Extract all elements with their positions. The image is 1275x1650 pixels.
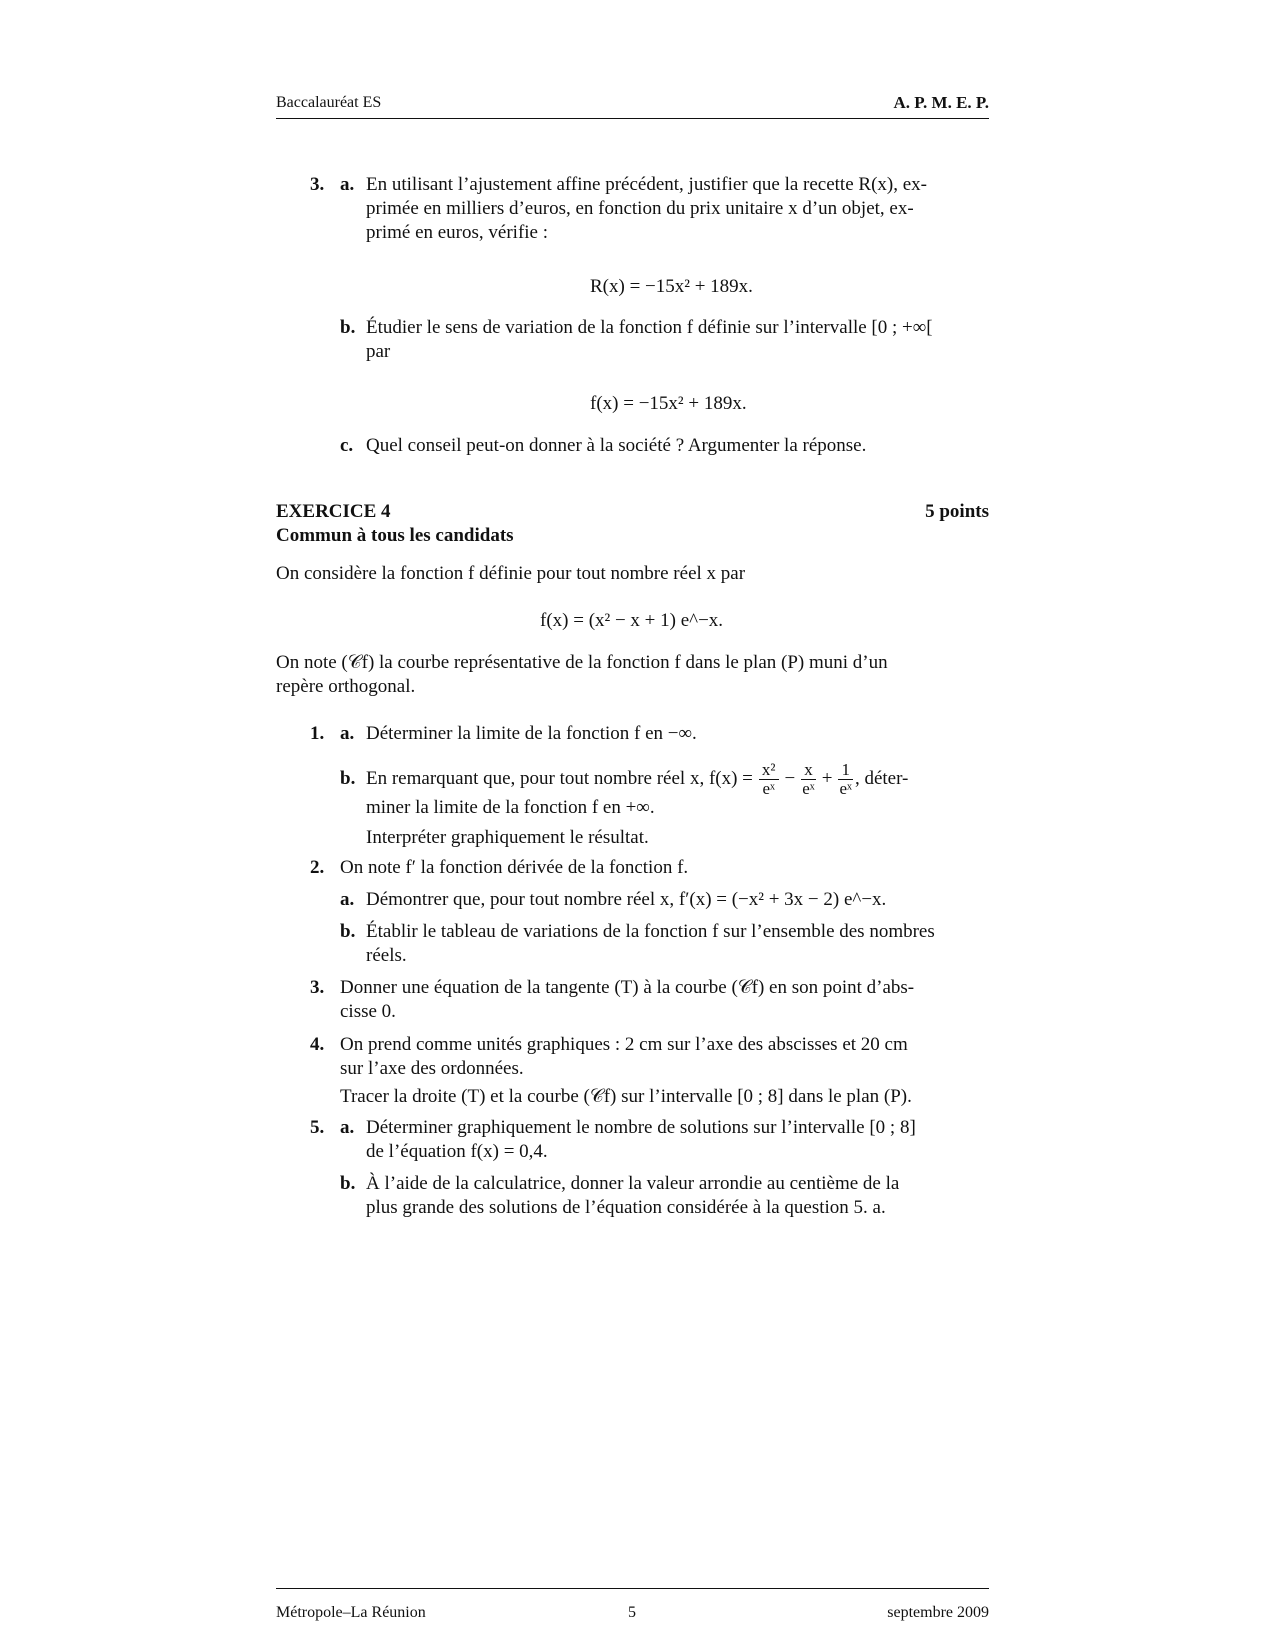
item4-line2: sur l’axe des ordonnées. (340, 1058, 524, 1079)
q3a-line3: primé en euros, vérifie : (366, 222, 549, 243)
header-left: Baccalauréat ES (276, 94, 382, 111)
item5a-label: a. (340, 1117, 355, 1138)
exercise-points: 5 points (925, 501, 989, 522)
item2b-label: b. (340, 921, 356, 942)
item3-line1: Donner une équation de la tangente (T) à la courbe (𝒞f) en son point d’abs- (340, 977, 915, 998)
operator-plus: + (821, 768, 833, 789)
operator-minus: − (784, 768, 796, 789)
item1b-start: En remarquant que, pour tout nombre réel x, f(x) = (366, 768, 753, 789)
exercise-intro: On considère la fonction f définie pour tout nombre réel x par (276, 563, 746, 584)
item5b-line2: plus grande des solutions de l’équation considérée à la question 5. a. (366, 1197, 886, 1218)
q3a-line2: primée en milliers d’euros, en fonction du prix unitaire x d’un objet, ex- (366, 198, 914, 219)
q3a-equation: R(x) = −15x² + 189x. (590, 276, 753, 297)
item2b-line2: réels. (366, 945, 407, 966)
q3a-line1: En utilisant l’ajustement affine précédent, justifier que la recette R(x), ex- (366, 174, 927, 195)
item2-text: On note f′ la fonction dérivée de la fonction f. (340, 857, 689, 878)
q3c-label: c. (340, 435, 354, 456)
exercise-note-line1: On note (𝒞f) la courbe représentative de la fonction f dans le plan (P) muni d’un (276, 652, 888, 673)
footer-left: Métropole–La Réunion (276, 1604, 426, 1621)
item1a-text: Déterminer la limite de la fonction f en −∞. (366, 723, 697, 744)
item5-number: 5. (310, 1117, 325, 1138)
exercise-equation: f(x) = (x² − x + 1) e^−x. (540, 610, 724, 631)
item1b-end: , déter- (854, 768, 909, 789)
header-right: A. P. M. E. P. (893, 93, 989, 112)
item5a-line2: de l’équation f(x) = 0,4. (366, 1141, 548, 1162)
item1b-line2: miner la limite de la fonction f en +∞. (366, 797, 655, 818)
q3b-label: b. (340, 317, 356, 338)
fraction-2 (801, 761, 816, 798)
item2-number: 2. (310, 857, 325, 878)
fraction-2-num: x (801, 761, 816, 780)
fraction-1-den: eˣ (762, 778, 775, 798)
q3b-equation: f(x) = −15x² + 189x. (590, 393, 747, 414)
fraction-2-den: eˣ (802, 778, 815, 798)
exercise-note-line2: repère orthogonal. (276, 676, 416, 697)
item3-number: 3. (310, 977, 325, 998)
item4-line3: Tracer la droite (T) et la courbe (𝒞f) sur l’intervalle [0 ; 8] dans le plan (P). (340, 1086, 912, 1107)
item4-line1: On prend comme unités graphiques : 2 cm sur l’axe des abscisses et 20 cm (340, 1034, 908, 1055)
q3a-label: a. (340, 174, 355, 195)
q3c-line1: Quel conseil peut-on donner à la société ? Argumenter la réponse. (366, 435, 867, 456)
item1-number: 1. (310, 723, 325, 744)
header-rule (276, 118, 989, 119)
exercise-subtitle: Commun à tous les candidats (276, 525, 514, 546)
item1b-line3: Interpréter graphiquement le résultat. (366, 827, 649, 848)
footer-page-number: 5 (628, 1604, 636, 1621)
exercise-title: EXERCICE 4 (276, 501, 391, 522)
fraction-3-num: 1 (838, 761, 853, 780)
q3b-line1: Étudier le sens de variation de la fonction f définie sur l’intervalle [0 ; +∞[ (366, 317, 933, 338)
q3b-line2: par (366, 341, 391, 362)
q3-number: 3. (310, 174, 325, 195)
item5b-line1: À l’aide de la calculatrice, donner la valeur arrondie au centième de la (366, 1173, 900, 1194)
item2a-label: a. (340, 889, 355, 910)
fraction-3 (838, 761, 853, 798)
footer-right: septembre 2009 (887, 1604, 989, 1621)
fraction-3-den: eˣ (839, 778, 852, 798)
item3-line2: cisse 0. (340, 1001, 396, 1022)
item1b-label: b. (340, 768, 356, 789)
item2b-line1: Établir le tableau de variations de la fonction f sur l’ensemble des nombres (366, 921, 935, 942)
item4-number: 4. (310, 1034, 325, 1055)
footer-rule (276, 1588, 989, 1589)
item5a-line1: Déterminer graphiquement le nombre de solutions sur l’intervalle [0 ; 8] (366, 1117, 916, 1138)
item2a-text: Démontrer que, pour tout nombre réel x, f′(x) = (−x² + 3x − 2) e^−x. (366, 889, 887, 910)
fraction-1-num: x² (759, 761, 779, 780)
item1a-label: a. (340, 723, 355, 744)
item5b-label: b. (340, 1173, 356, 1194)
fraction-1 (759, 761, 779, 798)
